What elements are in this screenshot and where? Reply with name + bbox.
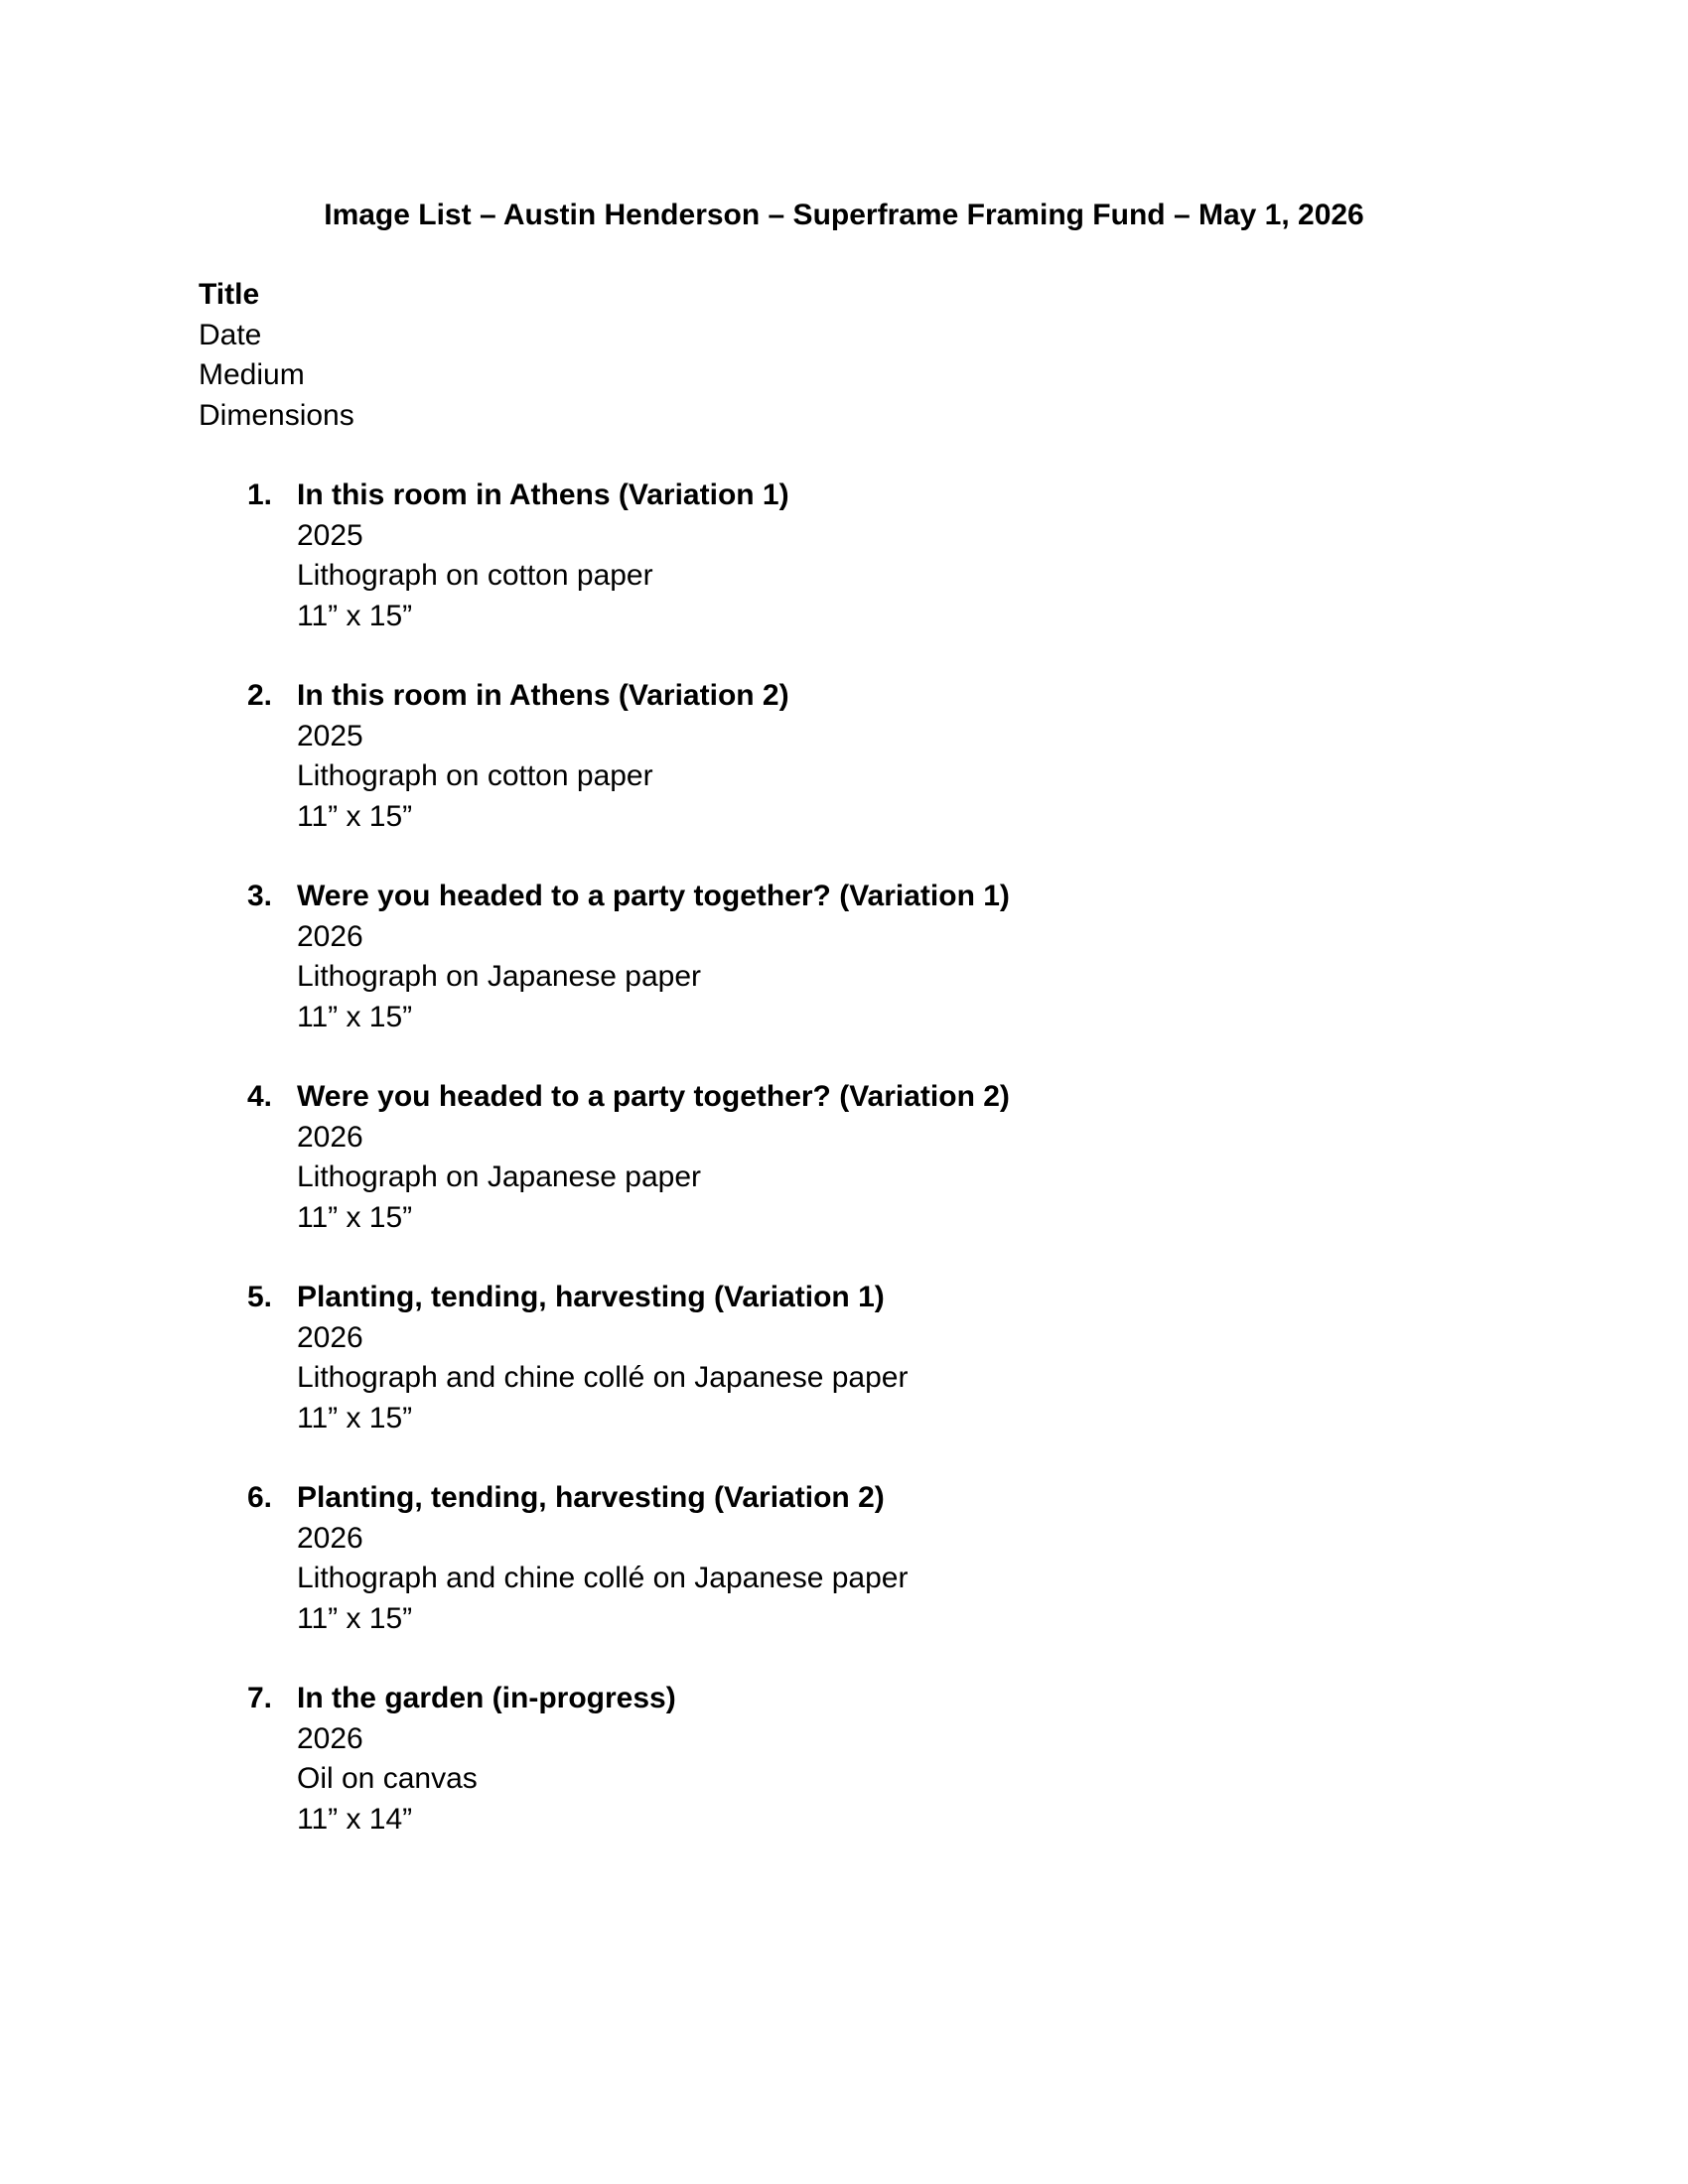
artwork-medium: Lithograph and chine collé on Japanese paper [297, 1562, 909, 1594]
artwork-date: 2025 [297, 518, 363, 552]
artwork-date: 2026 [297, 1320, 363, 1354]
artwork-item [0, 476, 1688, 676]
artwork-date: 2026 [297, 1721, 363, 1755]
item-number: 7. [247, 1682, 273, 1714]
legend-medium: Medium [199, 358, 305, 391]
artwork-medium: Lithograph on cotton paper [297, 559, 653, 592]
legend-title: Title [199, 278, 260, 311]
item-number: 4. [247, 1080, 273, 1113]
item-number: 2. [247, 679, 273, 712]
artwork-dimensions: 11” x 14” [297, 1802, 413, 1836]
artwork-date: 2025 [297, 719, 363, 752]
artwork-dimensions: 11” x 15” [297, 1000, 413, 1033]
artwork-medium: Oil on canvas [297, 1762, 478, 1795]
item-number: 1. [247, 478, 273, 511]
artwork-item [0, 676, 1688, 877]
item-number: 5. [247, 1281, 273, 1313]
artwork-title: In the garden (in-progress) [297, 1682, 676, 1714]
artwork-item [0, 877, 1688, 1077]
artwork-medium: Lithograph on Japanese paper [297, 1160, 701, 1193]
artwork-title: In this room in Athens (Variation 1) [297, 478, 789, 511]
artwork-title: Planting, tending, harvesting (Variation 1) [297, 1281, 885, 1313]
artwork-title: Were you headed to a party together? (Variation 1) [297, 880, 1010, 912]
artwork-list [0, 476, 1688, 1879]
artwork-medium: Lithograph and chine collé on Japanese paper [297, 1361, 909, 1394]
item-number: 6. [247, 1481, 273, 1514]
artwork-dimensions: 11” x 15” [297, 799, 413, 833]
item-number: 3. [247, 880, 273, 912]
artwork-date: 2026 [297, 1521, 363, 1555]
artwork-dimensions: 11” x 15” [297, 1601, 413, 1635]
artwork-title: Planting, tending, harvesting (Variation 2) [297, 1481, 885, 1514]
artwork-date: 2026 [297, 1120, 363, 1154]
legend-date: Date [199, 318, 262, 351]
artwork-date: 2026 [297, 919, 363, 953]
artwork-item [0, 1679, 1688, 1879]
artwork-item [0, 1278, 1688, 1478]
artwork-title: Were you headed to a party together? (Variation 2) [297, 1080, 1010, 1113]
artwork-dimensions: 11” x 15” [297, 599, 413, 632]
field-legend [199, 275, 354, 436]
artwork-dimensions: 11” x 15” [297, 1200, 413, 1234]
artwork-dimensions: 11” x 15” [297, 1401, 413, 1434]
document-title: Image List – Austin Henderson – Superframe Framing Fund – May 1, 2026 [324, 199, 1364, 231]
artwork-medium: Lithograph on cotton paper [297, 759, 653, 792]
artwork-title: In this room in Athens (Variation 2) [297, 679, 789, 712]
artwork-item [0, 1077, 1688, 1278]
artwork-medium: Lithograph on Japanese paper [297, 960, 701, 993]
legend-dimensions: Dimensions [199, 398, 354, 432]
artwork-item [0, 1478, 1688, 1679]
